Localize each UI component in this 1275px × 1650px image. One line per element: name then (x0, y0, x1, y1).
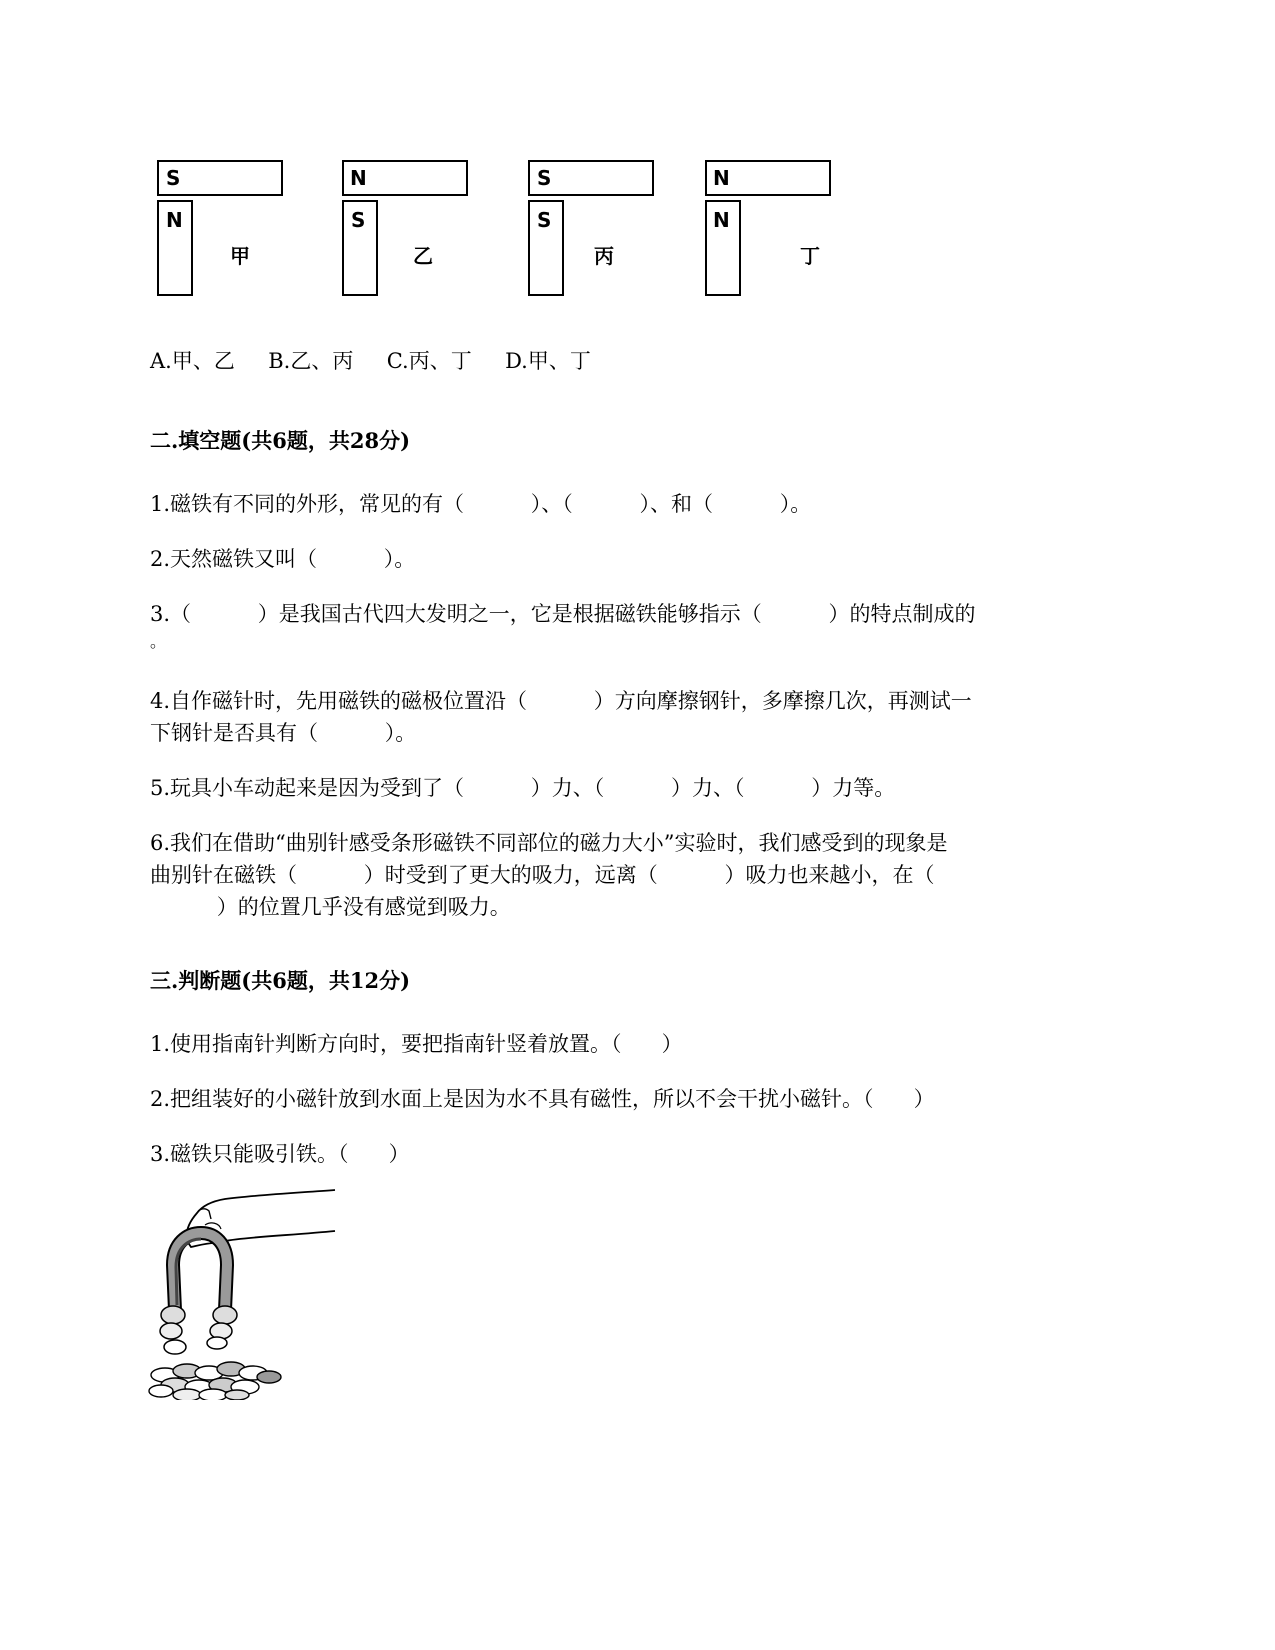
question-fill-3-line2: 。 (150, 632, 167, 651)
pole-label: N (350, 166, 367, 190)
section-title-true-false: 三.判断题(共6题，共12分) (150, 968, 411, 993)
question-fill-2: 2.天然磁铁又叫（ ）。 (150, 547, 416, 571)
question-fill-6-line2: 曲别针在磁铁（ ）时受到了更大的吸力，远离（ ）吸力也来越小，在（ (150, 863, 935, 887)
question-tf-1: 1.使用指南针判断方向时，要把指南针竖着放置。（ ） (150, 1032, 683, 1056)
pole-label: N (166, 208, 183, 232)
pole-label: N (713, 208, 730, 232)
pole-label: N (713, 166, 730, 190)
pole-label: S (351, 208, 366, 232)
question-fill-4-line1: 4.自作磁针时，先用磁铁的磁极位置沿（ ）方向摩擦钢针，多摩擦几次，再测试一 (150, 689, 972, 713)
answer-options: A.甲、乙 B.乙、丙 C.丙、丁 D.甲、丁 (150, 349, 591, 373)
magnet-pair-name: 乙 (413, 244, 433, 268)
question-tf-2: 2.把组装好的小磁针放到水面上是因为水不具有磁性，所以不会干扰小磁针。（ ） (150, 1087, 935, 1111)
section-title-fill-in: 二.填空题(共6题，共28分) (150, 428, 411, 453)
question-fill-3-line1: 3.（ ）是我国古代四大发明之一，它是根据磁铁能够指示（ ）的特点制成的 (150, 602, 976, 626)
pole-label: S (166, 166, 181, 190)
question-fill-4-line2: 下钢针是否具有（ ）。 (150, 721, 417, 745)
question-tf-3: 3.磁铁只能吸引铁。（ ） (150, 1142, 410, 1166)
question-fill-6-line3: ）的位置几乎没有感觉到吸力。 (150, 895, 511, 919)
question-fill-1: 1.磁铁有不同的外形，常见的有（ ）、（ ）、和（ ）。 (150, 492, 812, 516)
magnet-pair-name: 甲 (230, 244, 250, 268)
magnet-pair-name: 丁 (800, 244, 820, 268)
magnet-pair-name: 丙 (594, 244, 614, 268)
horseshoe-magnet-illustration-icon (145, 1185, 345, 1400)
question-fill-5: 5.玩具小车动起来是因为受到了（ ）力、（ ）力、（ ）力等。 (150, 776, 896, 800)
pole-label: S (537, 166, 552, 190)
pole-label: S (537, 208, 552, 232)
question-fill-6-line1: 6.我们在借助“曲别针感受条形磁铁不同部位的磁力大小”实验时，我们感受到的现象是 (150, 831, 948, 855)
